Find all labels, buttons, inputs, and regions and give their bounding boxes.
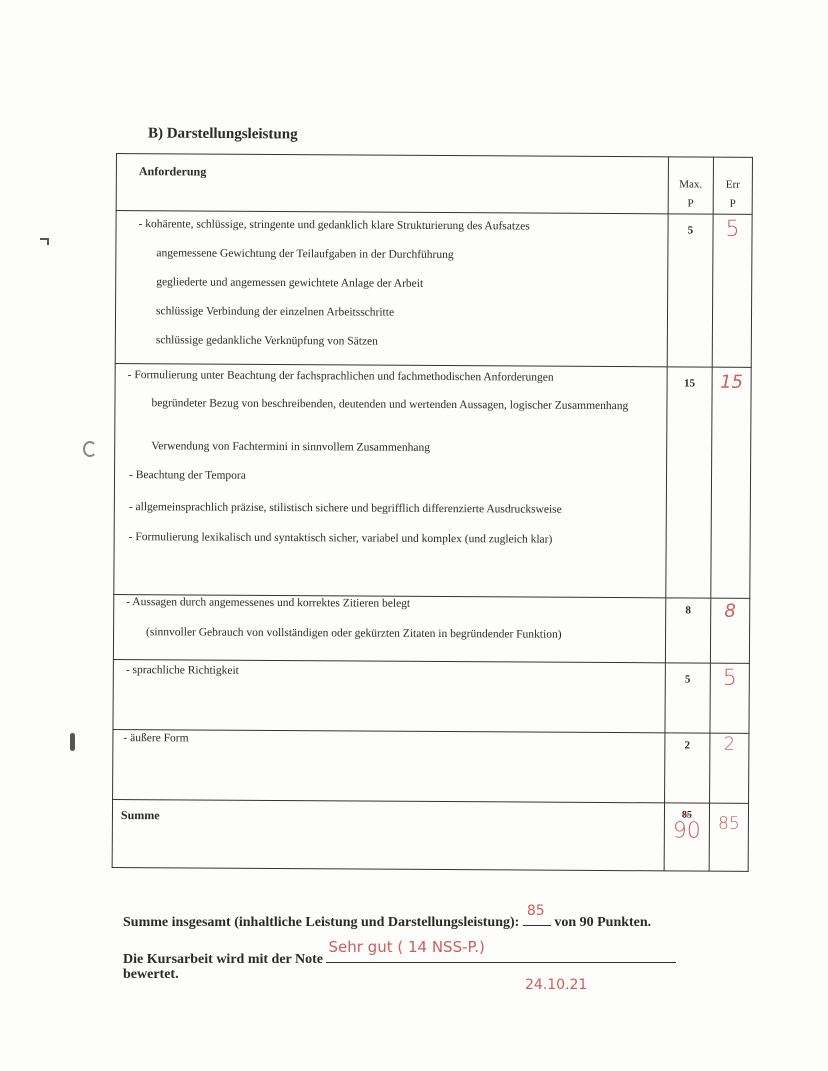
max-points: 15 <box>666 367 712 598</box>
awarded-points: 15 <box>711 367 751 598</box>
table-row <box>115 211 752 368</box>
scan-mark-hole <box>83 441 97 457</box>
criteria-cell <box>113 729 665 802</box>
criterion: - äußere Form <box>123 732 189 745</box>
criterion: - kohärente, schlüssige, stringente und gedanklich klare Strukturierung des Aufsatzes <box>138 218 530 233</box>
total-suffix: von 90 Punkten. <box>554 915 652 930</box>
max-points: 5 <box>667 214 713 367</box>
sum-row <box>112 799 748 871</box>
max-points: 2 <box>664 733 709 803</box>
total-line <box>123 903 652 931</box>
criteria-cell <box>114 363 667 597</box>
criterion: angemessene Gewichtung der Teilaufgaben in der Durchführung <box>156 247 454 262</box>
header-max: Max. P <box>668 157 713 214</box>
criterion: - sprachliche Richtigkeit <box>125 664 239 677</box>
header-err: Err P <box>713 157 752 214</box>
sum-label: Summe <box>112 799 664 870</box>
grade-suffix: bewertet. <box>123 967 179 982</box>
awarded-points: 5 <box>710 663 750 733</box>
total-prefix: Summe insgesamt (inhaltliche Leistung und Darstellungsleistung): <box>123 915 520 930</box>
grade-prefix: Die Kursarbeit wird mit der Note <box>123 952 323 967</box>
section-title: B) Darstellungsleistung <box>147 125 298 143</box>
grade-blank <box>326 938 676 963</box>
awarded-points: 2 <box>709 733 749 803</box>
scan-mark-top-tick <box>47 238 49 245</box>
criterion: schlüssige Verbindung der einzelnen Arbeitsschritte <box>155 305 395 319</box>
criterion: - allgemeinsprachlich präzise, stilistisch sichere und begrifflich differenzierte Ausdrucksweise <box>128 501 562 516</box>
total-value: 85 <box>526 903 545 919</box>
sum-awarded: 85 <box>709 803 748 871</box>
criteria-cell <box>113 659 665 732</box>
grade-date: 24.10.21 <box>525 977 588 993</box>
total-blank <box>523 903 551 926</box>
awarded-points: 8 <box>710 598 749 663</box>
criterion: (sinnvoller Gebrauch von vollständigen oder gekürzten Zitaten in begründender Funktion) <box>146 626 562 641</box>
scan-mark-bottom <box>70 733 75 751</box>
grading-table <box>112 153 753 872</box>
sum-max-cell <box>664 803 709 871</box>
criterion: begründeter Bezug von beschreibenden, deutenden und wertenden Aussagen, logischer Zusammenhang <box>151 397 629 413</box>
awarded-points: 5 <box>712 214 752 367</box>
table-row <box>113 729 749 803</box>
criterion: gegliederte und angemessen gewichtete Anlage der Arbeit <box>156 276 424 290</box>
grade-line <box>123 938 676 968</box>
table-header-row <box>116 154 752 215</box>
criterion: - Formulierung lexikalisch und syntaktisch sicher, variabel und komplex (und zugleich klar) <box>128 531 553 546</box>
header-requirement: Anforderung <box>116 154 668 214</box>
grade-value: Sehr gut ( 14 NSS-P.) <box>328 938 485 956</box>
criterion: - Beachtung der Tempora <box>128 469 246 482</box>
table-row <box>113 594 749 663</box>
sum-max-printed: 85 <box>681 809 692 821</box>
criterion: - Aussagen durch angemessenes und korrektes Zitieren belegt <box>126 596 411 610</box>
table-row <box>113 659 749 733</box>
max-points: 8 <box>665 598 710 663</box>
table-row <box>114 363 751 598</box>
sum-max-corrected: 90 <box>672 818 701 844</box>
criterion: - Formulierung unter Beachtung der fachsprachlichen und fachmethodischen Anforderungen <box>127 369 554 384</box>
criteria-cell <box>113 594 665 662</box>
criterion: Verwendung von Fachtermini in sinnvollem Zusammenhang <box>151 440 431 454</box>
max-points: 5 <box>665 663 710 733</box>
criterion: schlüssige gedankliche Verknüpfung von Sätzen <box>155 334 378 348</box>
criteria-cell <box>115 211 668 367</box>
